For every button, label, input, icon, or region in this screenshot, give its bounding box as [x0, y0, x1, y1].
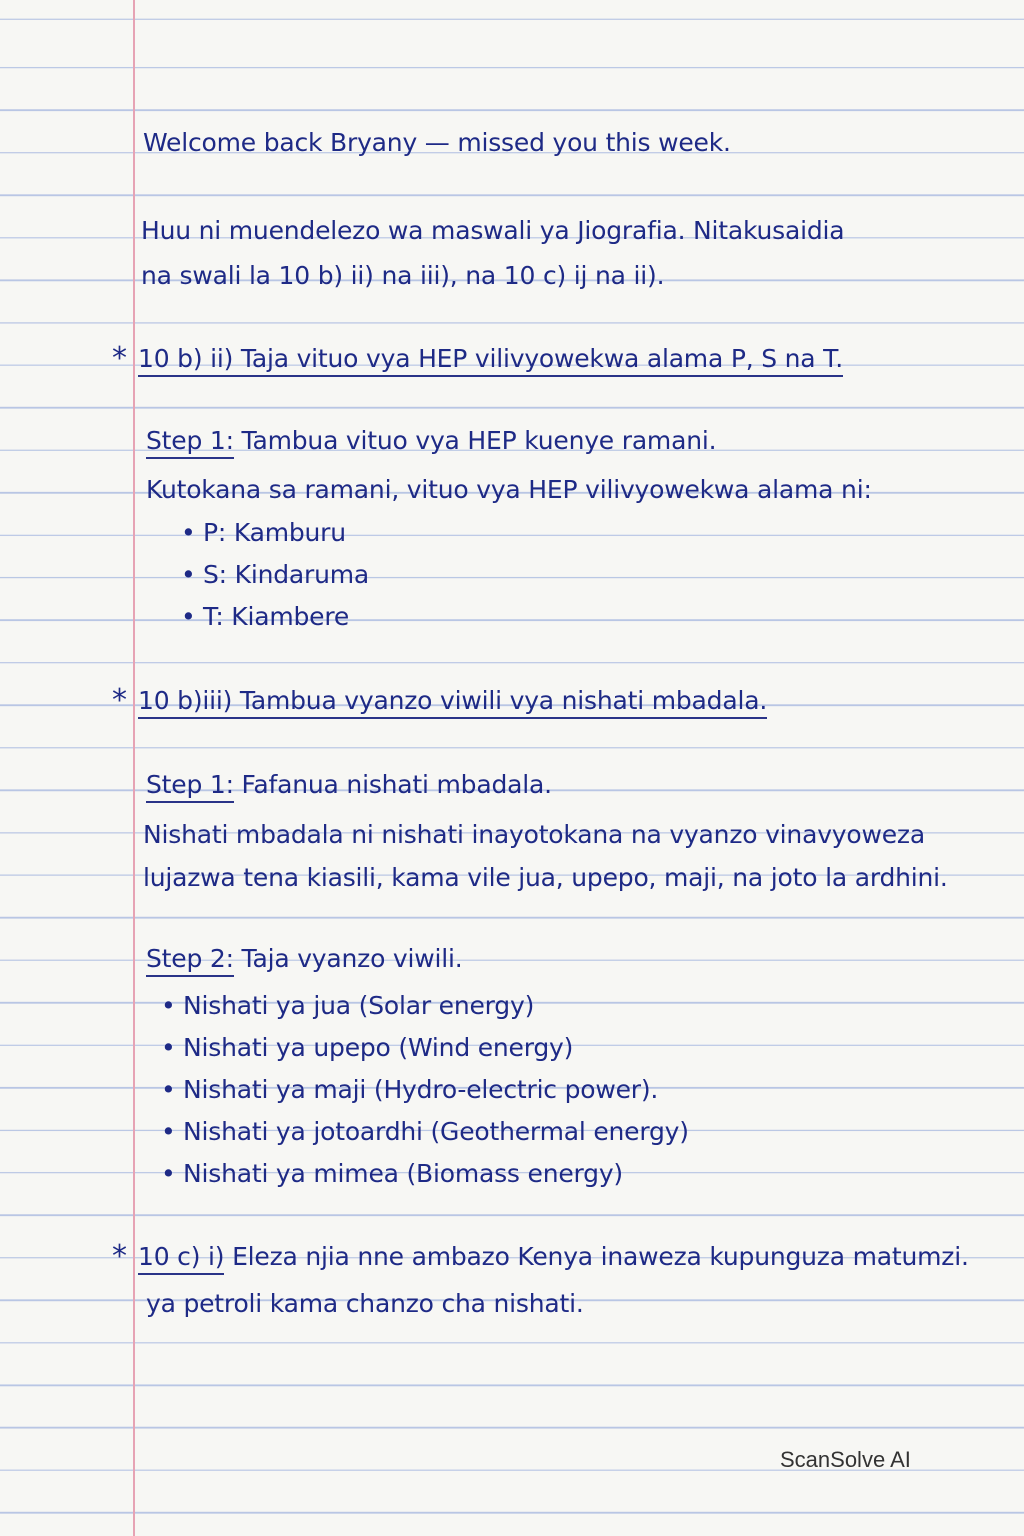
greeting: Welcome back Bryany — missed you this week. [143, 128, 731, 157]
step-heading [146, 426, 716, 456]
question-star: * [112, 341, 127, 376]
question-star: * [112, 683, 127, 718]
step-line: Nishati mbadala ni nishati inayotokana na vyanzo vinavyoweza [143, 820, 925, 849]
question-heading [138, 686, 767, 716]
list-item: • Nishati ya mimea (Biomass energy) [161, 1159, 623, 1188]
bullet-icon: • [161, 1033, 176, 1062]
question-text: 10 b) ii) Taja vituo vya HEP vilivyowekwa alama P, S na T. [138, 344, 843, 377]
list-item: • P: Kamburu [181, 518, 346, 547]
bullet-icon: • [161, 1159, 176, 1188]
question-heading [138, 344, 843, 374]
list-item: • S: Kindaruma [181, 560, 370, 589]
step-line: lujazwa tena kiasili, kama vile jua, upepo, maji, na joto la ardhini. [143, 863, 948, 892]
step-title: Taja vyanzo viwili. [241, 944, 463, 973]
list-item: • Nishati ya upepo (Wind energy) [161, 1033, 574, 1062]
step-label: Step 1: [146, 770, 234, 803]
bullet-icon: • [181, 560, 196, 589]
bullet-icon: • [161, 991, 176, 1020]
list-item: • Nishati ya maji (Hydro-electric power). [161, 1075, 659, 1104]
question-text: Eleza njia nne ambazo Kenya inaweza kupunguza matumzi. [232, 1242, 969, 1271]
brand-label: ScanSolve AI [780, 1447, 911, 1472]
step-label: Step 2: [146, 944, 234, 977]
list-item: • Nishati ya jotoardhi (Geothermal energy) [161, 1117, 689, 1146]
list-item: • T: Kiambere [181, 602, 350, 631]
bullet-icon: • [181, 518, 196, 547]
step-line: Kutokana sa ramani, vituo vya HEP vilivyowekwa alama ni: [146, 475, 872, 504]
step-heading [146, 944, 463, 974]
bullet-icon: • [161, 1117, 176, 1146]
question-star: * [112, 1239, 127, 1274]
question-number: 10 c) i) [138, 1242, 224, 1275]
step-title: Tambua vituo vya HEP kuenye ramani. [241, 426, 717, 455]
intro-line-1: Huu ni muendelezo wa maswali ya Jiografia. Nitakusaidia [141, 216, 845, 245]
list-item: • Nishati ya jua (Solar energy) [161, 991, 535, 1020]
bullet-icon: • [161, 1075, 176, 1104]
bullet-icon: • [181, 602, 196, 631]
question-text: 10 b)iii) Tambua vyanzo viwili vya nishati mbadala. [138, 686, 767, 719]
step-label: Step 1: [146, 426, 234, 459]
step-title: Fafanua nishati mbadala. [241, 770, 552, 799]
margin-line [133, 0, 135, 1536]
step-heading [146, 770, 552, 800]
intro-line-2: na swali la 10 b) ii) na iii), na 10 c) ij na ii). [141, 261, 665, 290]
question-continuation: ya petroli kama chanzo cha nishati. [146, 1289, 584, 1318]
question-heading [138, 1242, 969, 1272]
